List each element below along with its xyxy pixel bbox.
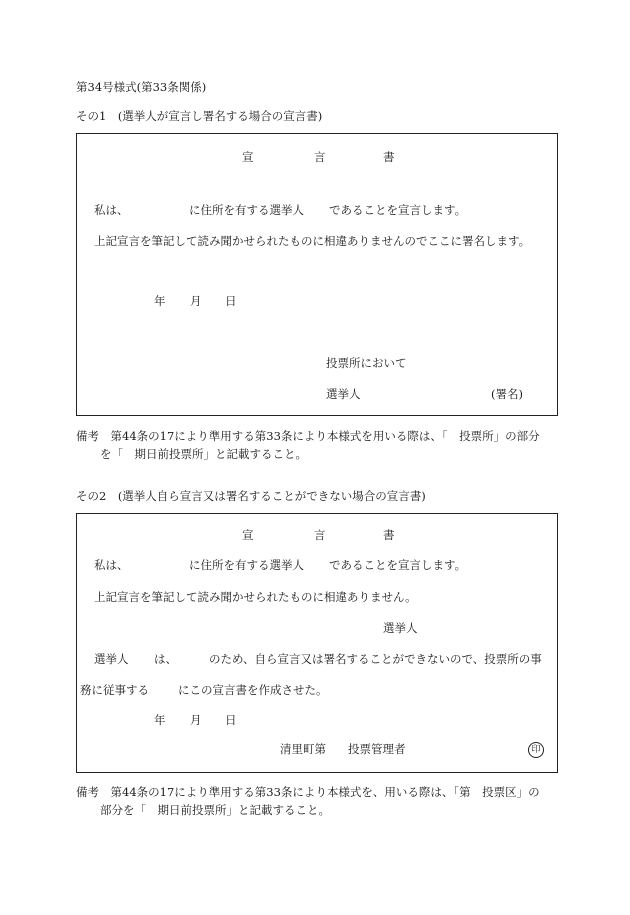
form2-line1-middle: に住所を有する選挙人 (189, 558, 304, 572)
form2-title-char-1: 宣 (242, 528, 254, 542)
form1-date-month: 月 (190, 294, 202, 308)
form1-date-day: 日 (225, 294, 237, 308)
declaration-form-1 (76, 133, 558, 416)
note2-line2: 部分を「 期日前投票所」と記載すること。 (100, 803, 330, 817)
form1-signature-label: (署名) (491, 387, 523, 401)
form2-title-char-3: 書 (383, 528, 395, 542)
form1-title-char-2: 言 (314, 150, 326, 164)
seal-icon: 印 (528, 742, 544, 758)
form2-manager-label: 投票管理者 (348, 742, 406, 756)
part2-heading: その2 (選挙人自ら宣言又は署名することができない場合の宣言書) (76, 489, 426, 503)
declaration-form-2 (76, 513, 558, 773)
form2-line3-voter: 選挙人 (94, 652, 129, 666)
form2-line1-suffix: であることを宣言します。 (329, 558, 467, 572)
form2-date-month: 月 (190, 713, 202, 727)
form2-voter-right: 選挙人 (383, 621, 418, 635)
form1-line1-middle: に住所を有する選挙人 (189, 203, 304, 217)
form2-title-char-2: 言 (314, 528, 326, 542)
form1-date-year: 年 (154, 294, 166, 308)
part1-heading: その1 (選挙人が宣言し署名する場合の宣言書) (76, 109, 323, 123)
form2-line4-prefix: 務に従事する (80, 683, 149, 697)
form2-date-day: 日 (225, 713, 237, 727)
form2-line3-reason: のため、自ら宣言又は署名することができないので、投票所の事 (209, 652, 542, 666)
form2-line3-ha: は、 (154, 652, 177, 666)
form1-polling-place: 投票所において (326, 356, 407, 370)
form2-date-year: 年 (154, 713, 166, 727)
form2-town-label: 清里町第 (280, 742, 326, 756)
form2-line4-suffix: にこの宣言書を作成させた。 (178, 683, 328, 697)
form1-line1-suffix: であることを宣言します。 (329, 203, 467, 217)
note1-line2: を「 期日前投票所」と記載すること。 (100, 447, 307, 461)
form1-title-char-1: 宣 (242, 150, 254, 164)
form1-line2: 上記宣言を筆記して読み聞かせられたものに相違ありませんのでここに署名します。 (94, 234, 531, 248)
note1-line1: 備考 第44条の17により準用する第33条により本様式を用いる際は、「 投票所」の部分 (76, 429, 540, 443)
form1-title-char-3: 書 (383, 150, 395, 164)
form1-voter-label: 選挙人 (326, 387, 361, 401)
form2-line1-prefix: 私は、 (94, 558, 129, 572)
note2-line1: 備考 第44条の17により準用する第33条により本様式を、用いる際は、「第 投票区」の (76, 785, 540, 799)
form1-line1-prefix: 私は、 (94, 203, 129, 217)
form2-line2: 上記宣言を筆記して読み聞かせられたものに相違ありません。 (94, 590, 417, 604)
form-title: 第34号様式(第33条関係) (76, 80, 207, 94)
